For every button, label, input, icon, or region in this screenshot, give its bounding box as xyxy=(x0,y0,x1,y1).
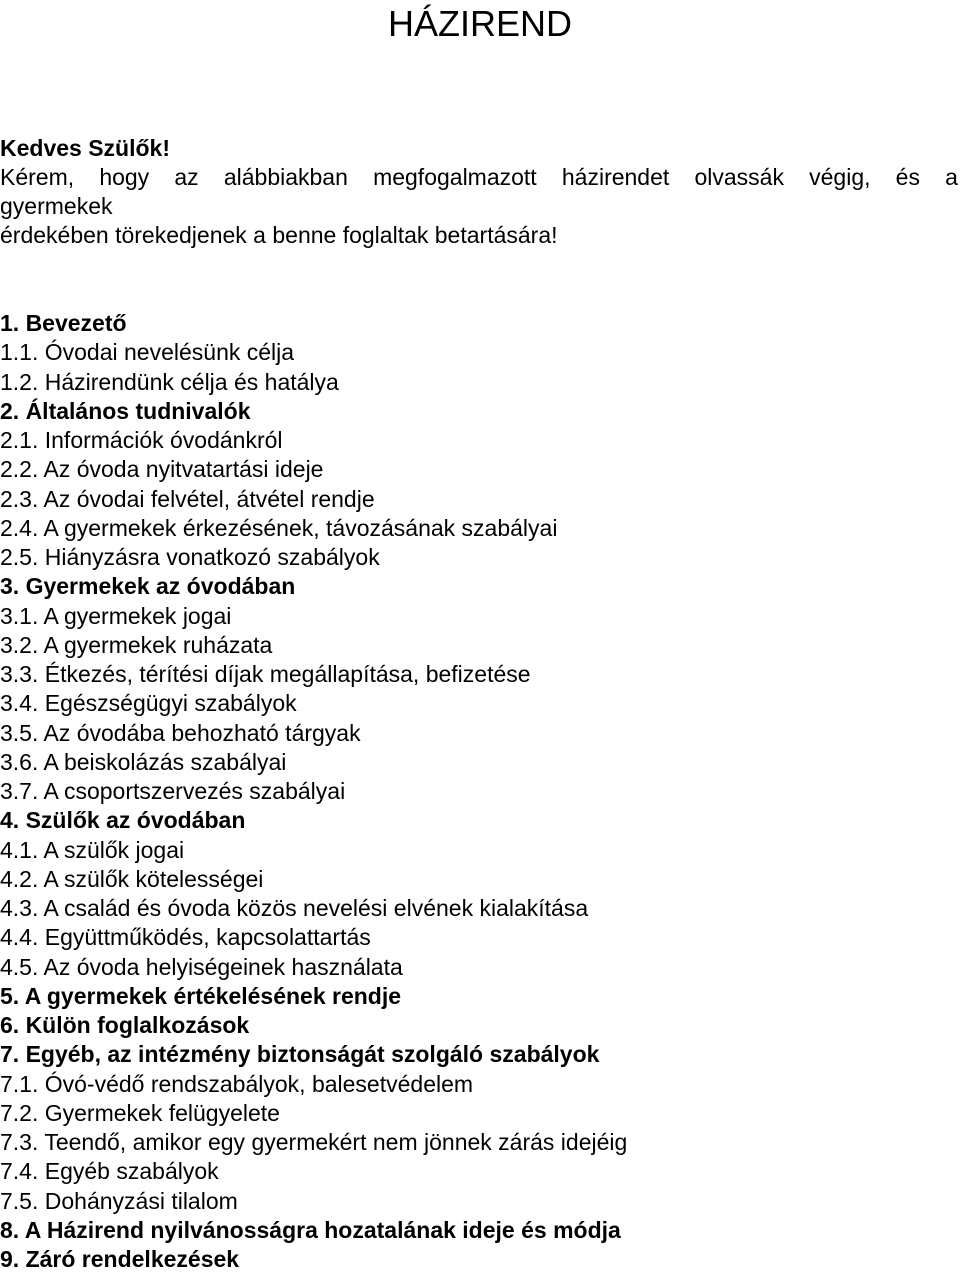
toc-subsection-item: 2.3. Az óvodai felvétel, átvétel rendje xyxy=(0,485,375,512)
intro-word: végig, xyxy=(809,164,871,190)
intro-word: olvassák xyxy=(694,164,784,190)
toc-subsection-item: 4.5. Az óvoda helyiségeinek használata xyxy=(0,953,403,980)
toc-subsection-item: 3.7. A csoportszervezés szabályai xyxy=(0,778,346,804)
intro-word: és xyxy=(895,164,920,190)
toc-subsection-item: 4.2. A szülők kötelességei xyxy=(0,865,264,892)
intro-word: házirendet xyxy=(561,164,670,190)
toc-subsection-item: 7.2. Gyermekek felügyelete xyxy=(0,1099,280,1126)
toc-subsection-item: 4.1. A szülők jogai xyxy=(0,836,185,863)
toc-subsection-item: 2.4. A gyermekek érkezésének, távozásának szabályai xyxy=(0,514,558,541)
intro-word: a xyxy=(945,164,958,190)
intro-word: hogy xyxy=(99,164,150,190)
toc-subsection-item: 2.5. Hiányzásra vonatkozó szabályok xyxy=(0,544,380,570)
intro-line-3: érdekében törekedjenek a benne foglaltak betartására! xyxy=(0,222,558,248)
toc-subsection-item: 3.6. A beiskolázás szabályai xyxy=(0,748,287,775)
toc-section-heading: 6. Külön foglalkozások xyxy=(0,1012,250,1038)
toc-subsection-item: 2.1. Információk óvodánkról xyxy=(0,427,283,453)
toc-subsection-item: 3.4. Egészségügyi szabályok xyxy=(0,690,297,717)
toc-section-heading: 4. Szülők az óvodában xyxy=(0,807,246,834)
intro-line-2: gyermekek xyxy=(0,193,113,219)
toc-subsection-item: 3.3. Étkezés, térítési díjak megállapítása, befizetése xyxy=(0,661,531,687)
intro-word: az xyxy=(174,164,199,190)
toc-section-heading: 2. Általános tudnivalók xyxy=(0,397,251,424)
intro-word: alábbiakban xyxy=(223,164,348,190)
toc-subsection-item: 2.2. Az óvoda nyitvatartási ideje xyxy=(0,456,324,483)
toc-subsection-item: 1.1. Óvodai nevelésünk célja xyxy=(0,339,295,366)
toc-subsection-item: 3.1. A gyermekek jogai xyxy=(0,602,232,629)
toc-subsection-item: 3.2. A gyermekek ruházata xyxy=(0,631,273,658)
toc-section-heading: 8. A Házirend nyilvánosságra hozatalának ideje és módja xyxy=(0,1216,621,1243)
toc-section-heading: 1. Bevezető xyxy=(0,310,127,336)
toc-subsection-item: 7.4. Egyéb szabályok xyxy=(0,1158,219,1185)
toc-section-heading: 9. Záró rendelkezések xyxy=(0,1246,240,1272)
toc-subsection-item: 7.3. Teendő, amikor egy gyermekért nem jönnek zárás idejéig xyxy=(0,1129,628,1155)
table-of-contents xyxy=(0,309,960,1274)
greeting: Kedves Szülők! xyxy=(0,135,170,161)
toc-section-heading: 3. Gyermekek az óvodában xyxy=(0,573,296,600)
intro-word: Kérem, xyxy=(0,164,75,190)
toc-subsection-item: 7.5. Dohányzási tilalom xyxy=(0,1187,238,1214)
intro-word: megfogalmazott xyxy=(373,164,537,190)
intro-line-1 xyxy=(0,163,958,192)
intro-paragraph xyxy=(0,134,960,250)
toc-section-heading: 5. A gyermekek értékelésének rendje xyxy=(0,982,402,1009)
toc-section-heading: 7. Egyéb, az intézmény biztonságát szolgáló szabályok xyxy=(0,1041,600,1068)
toc-subsection-item: 7.1. Óvó-védő rendszabályok, balesetvédelem xyxy=(0,1070,474,1097)
toc-subsection-item: 4.3. A család és óvoda közös nevelési elvének kialakítása xyxy=(0,895,589,921)
toc-subsection-item: 1.2. Házirendünk célja és hatálya xyxy=(0,368,339,395)
toc-subsection-item: 3.5. Az óvodába behozható tárgyak xyxy=(0,719,361,746)
page-title: HÁZIREND xyxy=(387,3,572,44)
toc-subsection-item: 4.4. Együttműködés, kapcsolattartás xyxy=(0,924,371,951)
